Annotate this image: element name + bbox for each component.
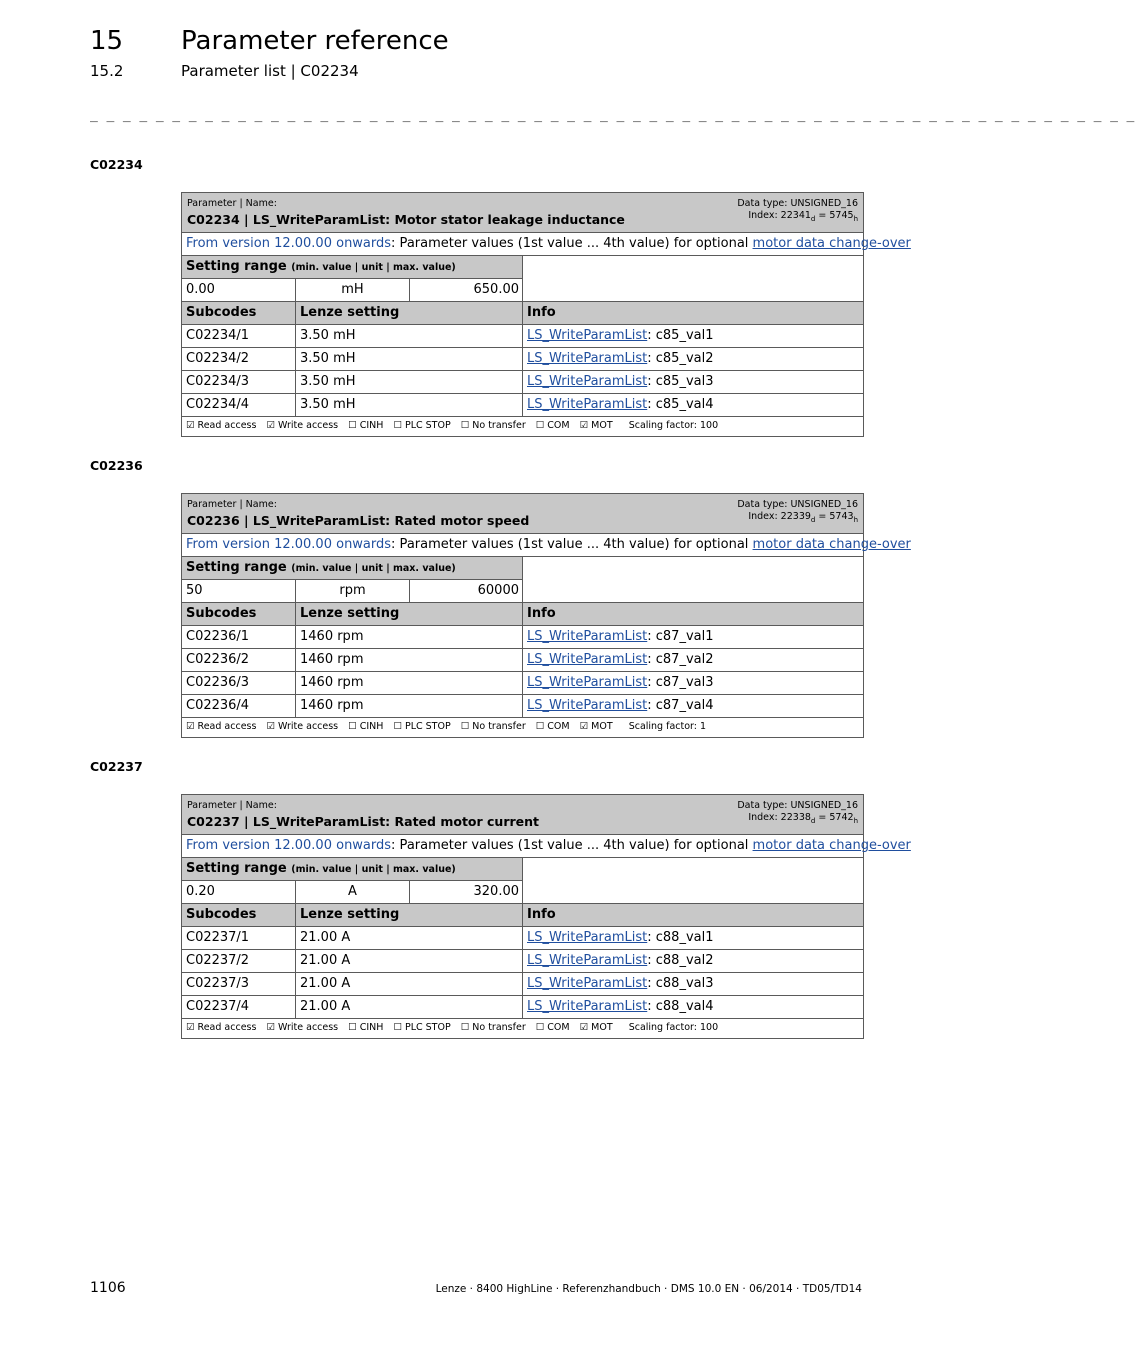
- write-access-flag: ☑ Write access: [266, 721, 339, 732]
- mot-flag: ☑ MOT: [579, 721, 613, 732]
- parameter-table: [181, 493, 911, 738]
- range-unit: mH: [296, 279, 410, 302]
- range-max: 60000: [477, 583, 519, 598]
- range-max: 650.00: [473, 282, 519, 297]
- write-access-flag: ☑ Write access: [266, 1022, 339, 1033]
- setting-range: [182, 256, 863, 302]
- setting-range: [182, 858, 863, 904]
- param-index: Index: $22339_d = 5743_h$: [748, 511, 858, 524]
- info-link[interactable]: LS_WriteParamList: [527, 397, 648, 412]
- parameter-table: [181, 794, 911, 1039]
- info-link[interactable]: LS_WriteParamList: [527, 629, 648, 644]
- page-number: 1106: [90, 1280, 126, 1296]
- info-link[interactable]: LS_WriteParamList: [527, 698, 648, 713]
- table-row: C02234/3 3.50 mH LS_WriteParamList: c85_val3: [182, 371, 863, 394]
- param-description: From version 12.00.00 onwards: Parameter values (1st value ... 4th value) for optional motor data change-over: [182, 534, 863, 557]
- info-link[interactable]: LS_WriteParamList: [527, 976, 648, 991]
- info-link[interactable]: LS_WriteParamList: [527, 675, 648, 690]
- cinh-flag: ☐ CINH: [348, 420, 384, 431]
- param-title: C02237 | LS_WriteParamList: Rated motor current: [187, 814, 540, 829]
- range-unit: rpm: [296, 580, 410, 603]
- separator-line: _ _ _ _ _ _ _ _ _ _ _ _ _ _ _ _ _ _ _ _ _ _ _ _ _ _ _ _ _ _ _ _ _ _ _ _ _ _ _ _ _ _ _ _ _ _ _ _ _ _ _ _ _ _ _ _ _ _ _ _ _ _ _ _: [90, 108, 1135, 123]
- table-row: C02237/3 21.00 A LS_WriteParamList: c88_val3: [182, 973, 863, 996]
- param-description: From version 12.00.00 onwards: Parameter values (1st value ... 4th value) for optional motor data change-over: [182, 233, 863, 256]
- info-link[interactable]: LS_WriteParamList: [527, 328, 648, 343]
- setting-range: [182, 557, 863, 603]
- parameter-header: [182, 795, 863, 835]
- table-row: C02234/2 3.50 mH LS_WriteParamList: c85_val2: [182, 348, 863, 371]
- cinh-flag: ☐ CINH: [348, 1022, 384, 1033]
- table-row: C02236/3 1460 rpm LS_WriteParamList: c87_val3: [182, 672, 863, 695]
- info-link[interactable]: LS_WriteParamList: [527, 652, 648, 667]
- range-max: 320.00: [473, 884, 519, 899]
- plc-stop-flag: ☐ PLC STOP: [393, 420, 451, 431]
- no-transfer-flag: ☐ No transfer: [460, 1022, 526, 1033]
- setting-range-header: Setting range (min. value | unit | max. value): [182, 858, 523, 881]
- param-name-label: Parameter | Name:: [187, 198, 277, 209]
- range-min: 50: [182, 580, 296, 603]
- motor-data-link[interactable]: motor data change-over: [752, 537, 911, 552]
- param-title: C02234 | LS_WriteParamList: Motor stator leakage inductance: [187, 212, 625, 227]
- info-link[interactable]: LS_WriteParamList: [527, 374, 648, 389]
- parameter-header: [182, 193, 863, 233]
- motor-data-link[interactable]: motor data change-over: [752, 236, 911, 251]
- table-row: C02237/2 21.00 A LS_WriteParamList: c88_val2: [182, 950, 863, 973]
- read-access-flag: ☑ Read access: [186, 1022, 257, 1033]
- scaling-factor: Scaling factor: 100: [628, 1022, 719, 1033]
- access-flags: [182, 1019, 863, 1038]
- table-row: C02236/1 1460 rpm LS_WriteParamList: c87_val1: [182, 626, 863, 649]
- range-min: 0.20: [182, 881, 296, 904]
- com-flag: ☐ COM: [535, 420, 570, 431]
- plc-stop-flag: ☐ PLC STOP: [393, 1022, 451, 1033]
- info-link[interactable]: LS_WriteParamList: [527, 351, 648, 366]
- param-name-label: Parameter | Name:: [187, 499, 277, 510]
- parameter-header: [182, 494, 863, 534]
- section-heading: C02237: [90, 759, 143, 774]
- chapter-number: 15: [90, 26, 124, 56]
- param-title: C02236 | LS_WriteParamList: Rated motor speed: [187, 513, 530, 528]
- setting-range-header: Setting range (min. value | unit | max. value): [182, 256, 523, 279]
- write-access-flag: ☑ Write access: [266, 420, 339, 431]
- scaling-factor: Scaling factor: 100: [628, 420, 719, 431]
- section-heading: C02236: [90, 458, 143, 473]
- range-min: 0.00: [182, 279, 296, 302]
- param-name-label: Parameter | Name:: [187, 800, 277, 811]
- table-row: C02236/2 1460 rpm LS_WriteParamList: c87_val2: [182, 649, 863, 672]
- info-link[interactable]: LS_WriteParamList: [527, 953, 648, 968]
- mot-flag: ☑ MOT: [579, 420, 613, 431]
- cinh-flag: ☐ CINH: [348, 721, 384, 732]
- com-flag: ☐ COM: [535, 721, 570, 732]
- version-link[interactable]: From version 12.00.00 onwards: [186, 838, 392, 853]
- param-description: From version 12.00.00 onwards: Parameter values (1st value ... 4th value) for optional motor data change-over: [182, 835, 863, 858]
- data-type: Data type: UNSIGNED_16: [737, 800, 858, 811]
- section-number: 15.2: [90, 62, 124, 80]
- setting-range-header: Setting range (min. value | unit | max. value): [182, 557, 523, 580]
- subcode-header-row: Subcodes Lenze setting Info: [182, 603, 863, 626]
- scaling-factor: Scaling factor: 1: [628, 721, 707, 732]
- table-row: C02234/1 3.50 mH LS_WriteParamList: c85_val1: [182, 325, 863, 348]
- range-unit: A: [296, 881, 410, 904]
- plc-stop-flag: ☐ PLC STOP: [393, 721, 451, 732]
- param-index: Index: $22341_d = 5745_h$: [748, 210, 858, 223]
- subcode-header-row: Subcodes Lenze setting Info: [182, 302, 863, 325]
- version-link[interactable]: From version 12.00.00 onwards: [186, 236, 392, 251]
- com-flag: ☐ COM: [535, 1022, 570, 1033]
- motor-data-link[interactable]: motor data change-over: [752, 838, 911, 853]
- chapter-title: Parameter reference: [181, 26, 449, 56]
- no-transfer-flag: ☐ No transfer: [460, 721, 526, 732]
- table-row: C02236/4 1460 rpm LS_WriteParamList: c87_val4: [182, 695, 863, 718]
- document-reference: Lenze · 8400 HighLine · Referenzhandbuch · DMS 10.0 EN · 06/2014 · TD05/TD14: [435, 1283, 862, 1295]
- info-link[interactable]: LS_WriteParamList: [527, 999, 648, 1014]
- data-type: Data type: UNSIGNED_16: [737, 198, 858, 209]
- subcode-header-row: Subcodes Lenze setting Info: [182, 904, 863, 927]
- param-index: Index: $22338_d = 5742_h$: [748, 812, 858, 825]
- data-type: Data type: UNSIGNED_16: [737, 499, 858, 510]
- section-heading: C02234: [90, 157, 143, 172]
- no-transfer-flag: ☐ No transfer: [460, 420, 526, 431]
- access-flags: [182, 718, 863, 737]
- table-row: C02234/4 3.50 mH LS_WriteParamList: c85_val4: [182, 394, 863, 417]
- read-access-flag: ☑ Read access: [186, 721, 257, 732]
- table-row: C02237/4 21.00 A LS_WriteParamList: c88_val4: [182, 996, 863, 1019]
- section-title: Parameter list | C02234: [181, 62, 359, 80]
- read-access-flag: ☑ Read access: [186, 420, 257, 431]
- parameter-table: [181, 192, 911, 437]
- mot-flag: ☑ MOT: [579, 1022, 613, 1033]
- version-link[interactable]: From version 12.00.00 onwards: [186, 537, 392, 552]
- access-flags: [182, 417, 863, 436]
- table-row: C02237/1 21.00 A LS_WriteParamList: c88_val1: [182, 927, 863, 950]
- info-link[interactable]: LS_WriteParamList: [527, 930, 648, 945]
